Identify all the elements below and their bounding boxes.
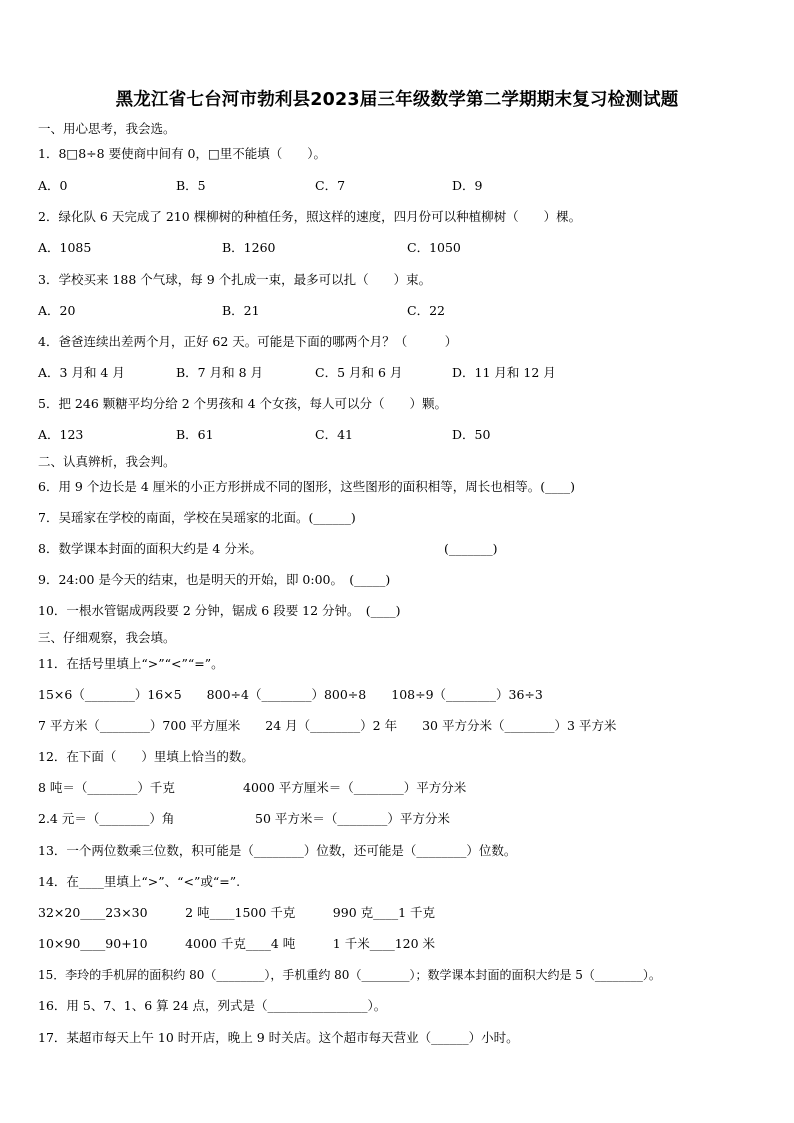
question-10: 10．一根水管锯成两段要 2 分钟，锯成 6 段要 12 分钟。 (____) bbox=[38, 603, 401, 618]
q4-option-c: C．5 月和 6 月 bbox=[315, 365, 403, 380]
question-6: 6．用 9 个边长是 4 厘米的小正方形拼成不同的图形，这些图形的面积相等，周长也相等。(____) bbox=[38, 479, 576, 494]
question-12: 12．在下面（ ）里填上恰当的数。 bbox=[38, 749, 254, 764]
question-4: 4．爸爸连续出差两个月，正好 62 天。可能是下面的哪两个月？（ ） bbox=[38, 334, 458, 349]
q2-option-c: C．1050 bbox=[407, 240, 461, 255]
q4-option-a: A．3 月和 4 月 bbox=[38, 365, 125, 380]
question-14-row: 32×20____23×30 2 吨____1500 千克 990 克____1 千克 bbox=[38, 905, 436, 920]
q1-option-c: C．7 bbox=[315, 178, 346, 193]
q5-option-b: B．61 bbox=[176, 427, 214, 442]
section-heading: 三、仔细观察，我会填。 bbox=[38, 630, 176, 645]
q4-option-b: B．7 月和 8 月 bbox=[176, 365, 264, 380]
q2-option-b: B．1260 bbox=[222, 240, 276, 255]
question-9: 9．24:00 是今天的结束，也是明天的开始，即 0:00。 (_____) bbox=[38, 572, 391, 587]
q1-option-a: A．0 bbox=[38, 178, 68, 193]
question-11-row: 7 平方米（________）700 平方厘米 24 月（________）2 年 30 平方分米（________）3 平方米 bbox=[38, 718, 617, 733]
question-12-item: 4000 平方厘米＝（________）平方分米 bbox=[243, 780, 467, 795]
page-title: 黑龙江省七台河市勃利县2023届三年级数学第二学期期末复习检测试题 bbox=[115, 90, 679, 110]
q1-option-b: B．5 bbox=[176, 178, 206, 193]
question-5: 5．把 246 颗糖平均分给 2 个男孩和 4 个女孩，每人可以分（ ）颗。 bbox=[38, 396, 448, 411]
question-12-item: 8 吨＝（________）千克 bbox=[38, 780, 175, 795]
q2-option-a: A．1085 bbox=[38, 240, 92, 255]
question-12-item: 2.4 元＝（________）角 bbox=[38, 811, 175, 826]
question-11: 11．在括号里填上“>”“<”“=”。 bbox=[38, 656, 224, 671]
question-8-blank: (_______) bbox=[444, 541, 498, 556]
q3-option-c: C．22 bbox=[407, 303, 445, 318]
question-14: 14．在____里填上“>”、“<”或“=”. bbox=[38, 874, 241, 889]
q1-option-d: D．9 bbox=[452, 178, 483, 193]
q3-option-a: A．20 bbox=[38, 303, 76, 318]
question-13: 13．一个两位数乘三位数，积可能是（________）位数，还可能是（________）位数。 bbox=[38, 843, 517, 858]
question-12-item: 50 平方米＝（________）平方分米 bbox=[255, 811, 450, 826]
question-8: 8．数学课本封面的面积大约是 4 分米。 bbox=[38, 541, 262, 556]
section-heading: 一、用心思考，我会选。 bbox=[38, 121, 176, 136]
q5-option-d: D．50 bbox=[452, 427, 491, 442]
question-2: 2．绿化队 6 天完成了 210 棵柳树的种植任务，照这样的速度，四月份可以种植柳树（ ）棵。 bbox=[38, 209, 582, 224]
question-17: 17．某超市每天上午 10 时开店，晚上 9 时关店。这个超市每天营业（______）小时。 bbox=[38, 1030, 519, 1045]
question-1: 1．8□8÷8 要使商中间有 0，□里不能填（ ）。 bbox=[38, 146, 327, 161]
question-3: 3．学校买来 188 个气球，每 9 个扎成一束，最多可以扎（ ）束。 bbox=[38, 272, 432, 287]
q5-option-a: A．123 bbox=[38, 427, 84, 442]
section-heading: 二、认真辨析，我会判。 bbox=[38, 454, 176, 469]
question-14-row: 10×90____90+10 4000 千克____4 吨 1 千米____120 米 bbox=[38, 936, 436, 951]
question-16: 16．用 5、7、1、6 算 24 点，列式是（________________）。 bbox=[38, 998, 387, 1013]
q3-option-b: B．21 bbox=[222, 303, 260, 318]
question-11-row: 15×6（________）16×5 800÷4（________）800÷8 108÷9（________）36÷3 bbox=[38, 687, 543, 702]
q5-option-c: C．41 bbox=[315, 427, 353, 442]
question-15: 15．李玲的手机屏的面积约 80（________），手机重约 80（________）；数学课本封面的面积大约是 5（________）。 bbox=[38, 968, 661, 982]
question-7: 7．吴瑶家在学校的南面，学校在吴瑶家的北面。(______) bbox=[38, 510, 356, 525]
q4-option-d: D．11 月和 12 月 bbox=[452, 365, 556, 380]
